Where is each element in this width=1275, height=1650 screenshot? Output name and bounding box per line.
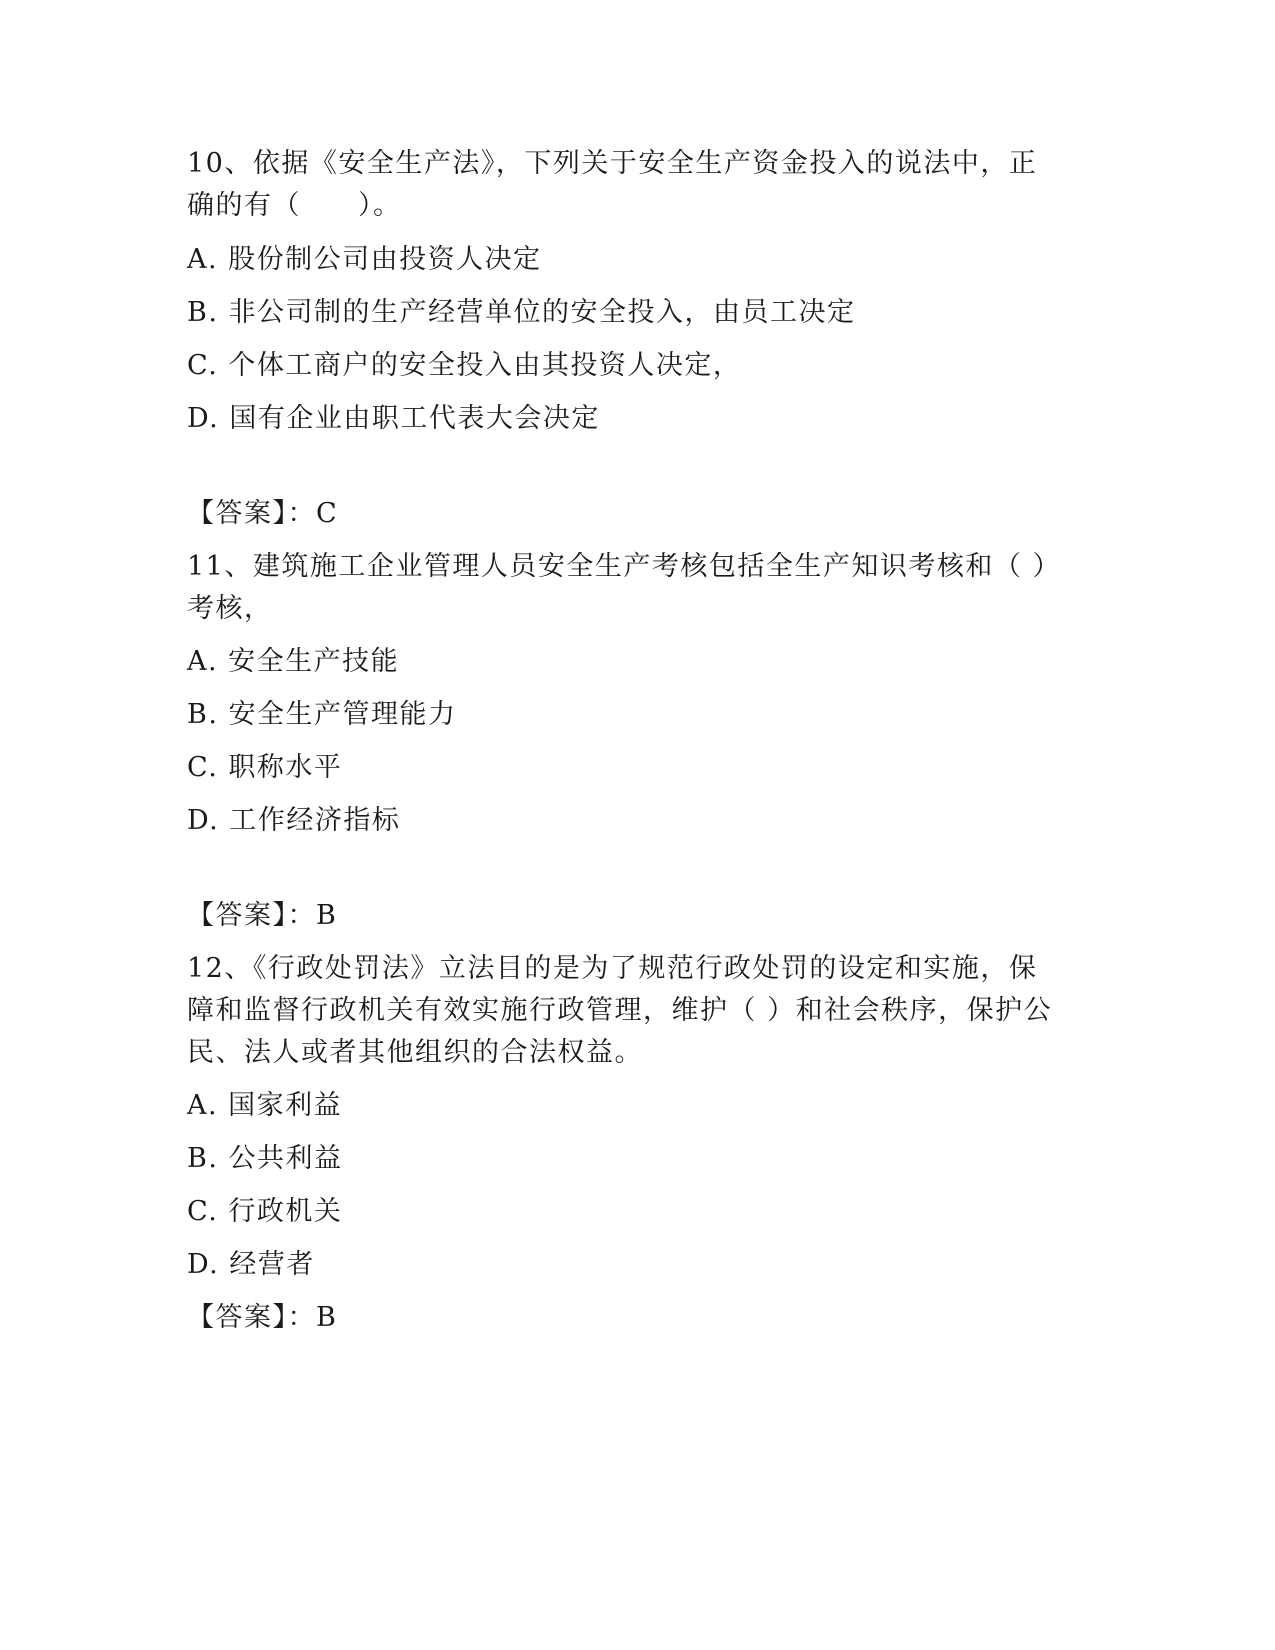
question-10-option-d: D. 国有企业由职工代表大会决定 <box>187 403 600 434</box>
question-12-stem-line-3: 民、法人或者其他组织的合法权益。 <box>187 1037 643 1068</box>
question-12-answer: 【答案】：B <box>187 1302 338 1333</box>
question-11-option-c: C. 职称水平 <box>187 752 343 783</box>
question-12-option-d: D. 经营者 <box>187 1249 315 1280</box>
question-11-option-d: D. 工作经济指标 <box>187 805 401 836</box>
question-11-option-b: B. 安全生产管理能力 <box>187 699 457 730</box>
question-12-option-c: C. 行政机关 <box>187 1196 343 1227</box>
question-10-stem-line-2: 确的有（ ）。 <box>187 190 402 221</box>
question-10-answer: 【答案】：C <box>187 498 339 529</box>
question-12-option-a: A. 国家利益 <box>187 1090 343 1121</box>
question-10-stem-line-1: 10、依据《安全生产法》，下列关于安全生产资金投入的说法中，正 <box>187 148 1038 179</box>
question-11-stem-line-1: 11、建筑施工企业管理人员安全生产考核包括全生产知识考核和（ ） <box>187 551 1061 582</box>
question-11-answer: 【答案】：B <box>187 900 338 931</box>
question-12-stem-line-2: 障和监督行政机关有效实施行政管理，维护（ ）和社会秩序，保护公 <box>187 995 1053 1026</box>
question-10-option-c: C. 个体工商户的安全投入由其投资人决定， <box>187 350 742 381</box>
question-10-option-b: B. 非公司制的生产经营单位的安全投入，由员工决定 <box>187 297 856 328</box>
question-12-stem-line-1: 12、《行政处罚法》立法目的是为了规范行政处罚的设定和实施，保 <box>187 953 1038 984</box>
question-12-option-b: B. 公共利益 <box>187 1143 343 1174</box>
question-11-stem-line-2: 考核， <box>187 593 273 624</box>
question-11-option-a: A. 安全生产技能 <box>187 646 400 677</box>
question-10-option-a: A. 股份制公司由投资人决定 <box>187 244 542 275</box>
